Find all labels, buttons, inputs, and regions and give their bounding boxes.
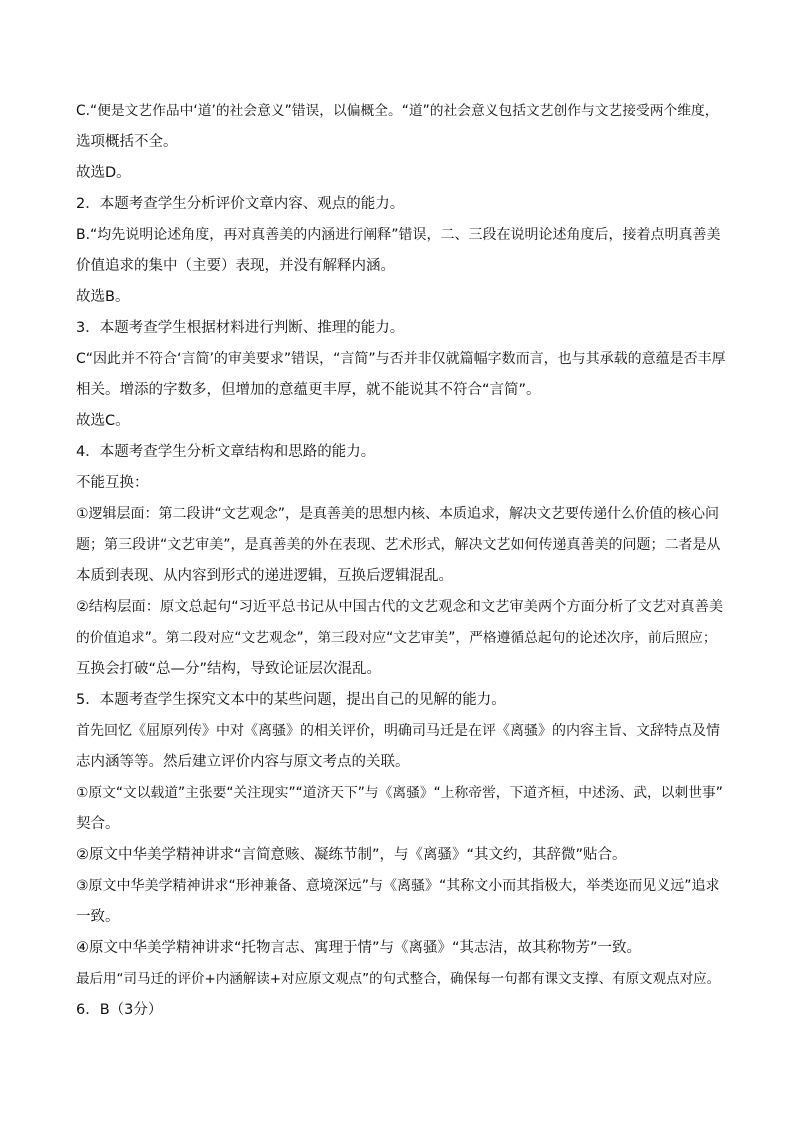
text-line: 价值追求的集中（主要）表现，并没有解释内涵。 bbox=[76, 258, 395, 274]
text-line: 互换会打破“总—分”结构，导致论证层次混乱。 bbox=[76, 661, 382, 677]
text-line: 故选C。 bbox=[76, 413, 130, 429]
text-line: ①原文“文以载道”主张要“关注现实”“道济天下”与《离骚》“上称帝喾，下道齐桓，中述汤、武，以刺世事” bbox=[76, 785, 723, 801]
text-line: 4．本题考查学生分析文章结构和思路的能力。 bbox=[76, 444, 376, 460]
text-line: 题；第三段讲“文艺审美”，是真善美的外在表现、艺术形式，解决文艺如何传递真善美的问题；二者是从 bbox=[76, 537, 721, 553]
text-line: 最后用“司马迁的评价+内涵解读+对应原文观点”的句式整合，确保每一句都有课文支撑、有原文观点对应。 bbox=[76, 971, 721, 987]
text-line: 选项概括不全。 bbox=[76, 134, 178, 150]
text-line: 5．本题考查学生探究文本中的某些问题，提出自己的见解的能力。 bbox=[76, 692, 506, 708]
text-line: ①逻辑层面：第二段讲“文艺观念”，是真善美的思想内核、本质追求，解决文艺要传递什么价值的核心问 bbox=[76, 506, 720, 522]
text-line: 故选D。 bbox=[76, 165, 131, 181]
text-line: 一致。 bbox=[76, 909, 120, 925]
text-line: 的价值追求”。第二段对应“文艺观念”，第三段对应“文艺审美”，严格遵循总起句的论述次序，前后照应； bbox=[76, 630, 717, 646]
text-line: ②结构层面：原文总起句“习近平总书记从中国古代的文艺观念和文艺审美两个方面分析了文艺对真善美 bbox=[76, 599, 724, 615]
text-line: B.“均先说明论述角度，再对真善美的内涵进行阐释”错误，二、三段在说明论述角度后，接着点明真善美 bbox=[76, 227, 721, 243]
text-line: ②原文中华美学精神讲求“言简意赅、凝练节制”，与《离骚》“其文约，其辞微”贴合。 bbox=[76, 847, 627, 863]
document-body bbox=[76, 96, 726, 1026]
text-line: 2．本题考查学生分析评价文章内容、观点的能力。 bbox=[76, 196, 405, 212]
text-line: ④原文中华美学精神讲求“托物言志、寓理于情”与《离骚》“其志洁，故其称物芳”一致。 bbox=[76, 940, 642, 956]
text-line: 3．本题考查学生根据材料进行判断、推理的能力。 bbox=[76, 320, 405, 336]
text-line: 6．B（3分） bbox=[76, 1002, 163, 1018]
text-line: 故选B。 bbox=[76, 289, 130, 305]
text-line: 相关。增添的字数多，但增加的意蕴更丰厚，就不能说其不符合“言简”。 bbox=[76, 382, 541, 398]
text-line: ③原文中华美学精神讲求“形神兼备、意境深远”与《离骚》“其称文小而其指极大，举类迩而见义远”追求 bbox=[76, 878, 720, 894]
text-line: 不能互换： bbox=[76, 475, 149, 491]
text-line: C“因此并不符合‘言简’的审美要求”错误，“言简”与否并非仅就篇幅字数而言，也与其承载的意蕴是否丰厚 bbox=[76, 351, 726, 367]
text-line: 首先回忆《屈原列传》中对《离骚》的相关评价，明确司马迁是在评《离骚》的内容主旨、文辞特点及情 bbox=[76, 723, 720, 739]
text-line: 志内涵等等。然后建立评价内容与原文考点的关联。 bbox=[76, 754, 410, 770]
text-line: C.“便是文艺作品中‘道’的社会意义”错误，以偏概全。“道”的社会意义包括文艺创作与文艺接受两个维度， bbox=[76, 103, 719, 119]
text-line: 本质到表现、从内容到形式的递进逻辑，互换后逻辑混乱。 bbox=[76, 568, 453, 584]
text-line: 契合。 bbox=[76, 816, 120, 832]
